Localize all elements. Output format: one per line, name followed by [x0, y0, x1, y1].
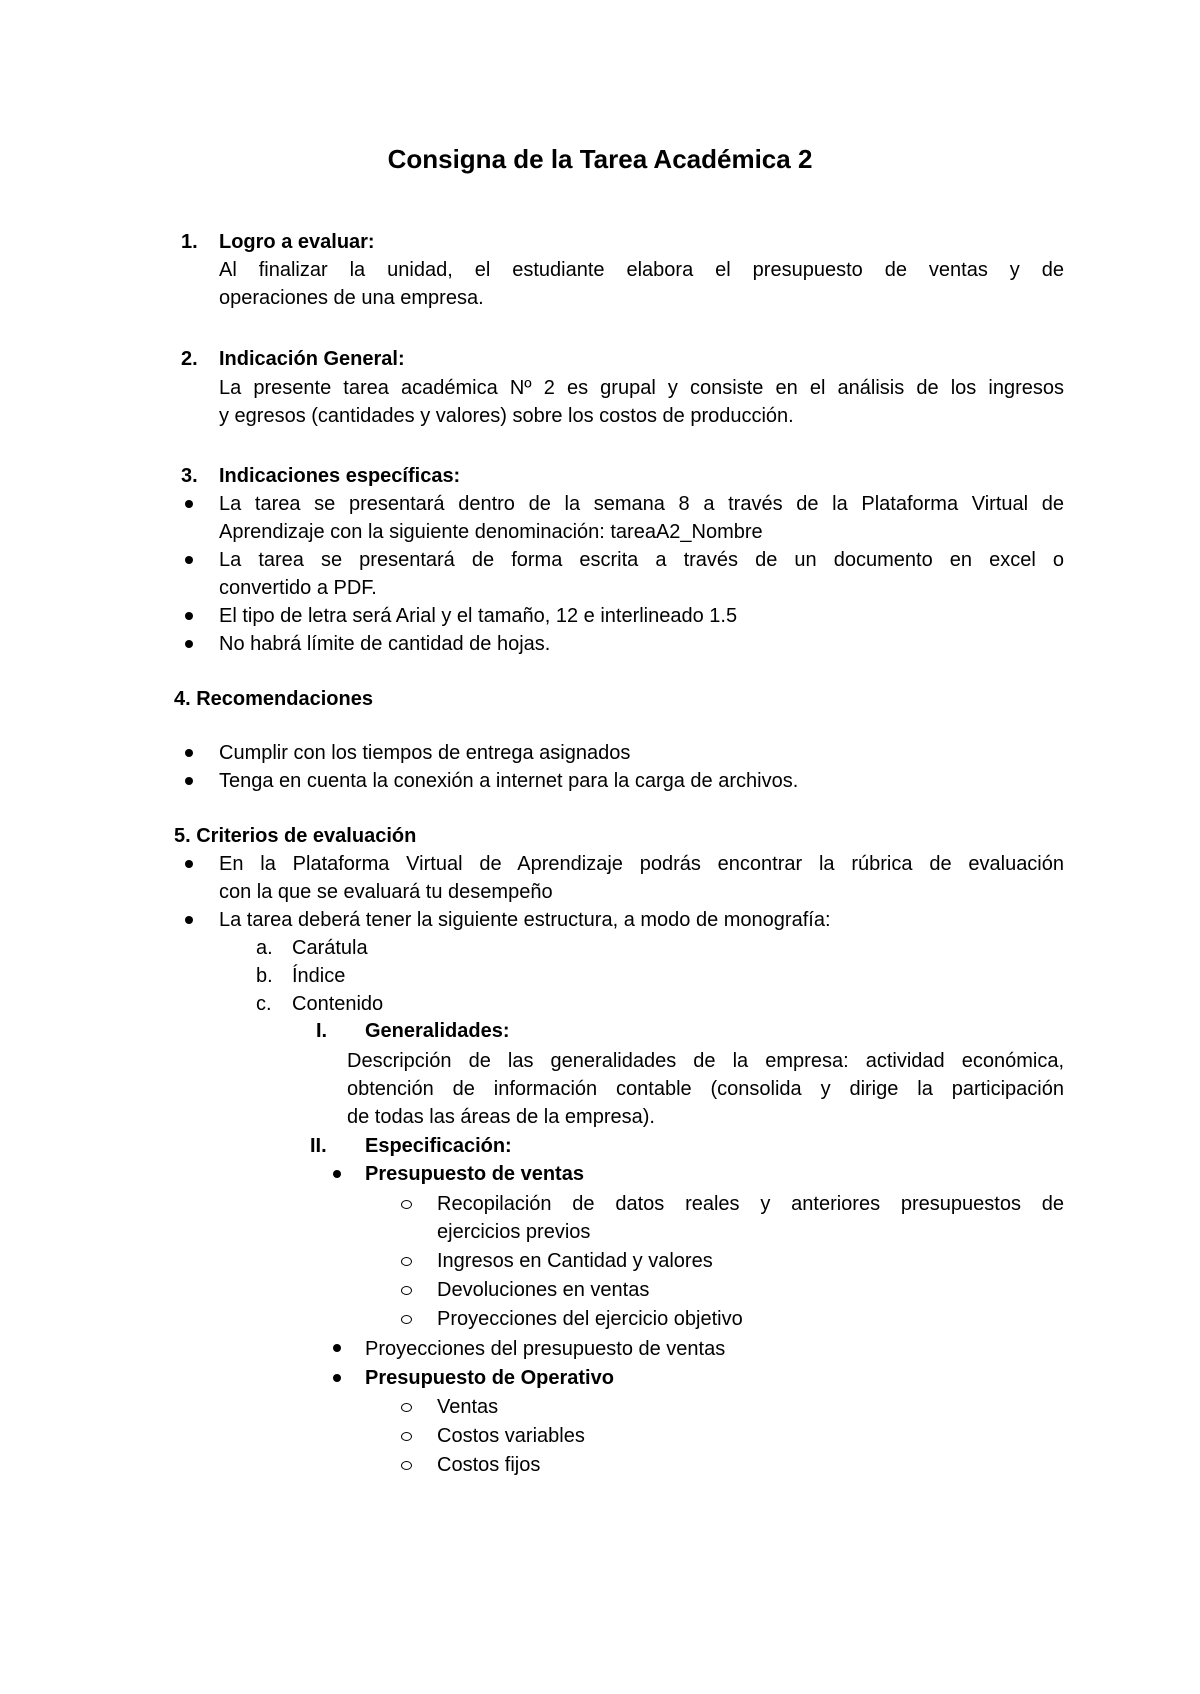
- roman-numeral: I.: [316, 1020, 328, 1042]
- section-5-bullet-line: En la Plataforma Virtual de Aprendizaje podrás encontrar la rúbrica de evaluación: [219, 853, 1064, 875]
- ventas-subitem-line: ejercicios previos: [437, 1221, 591, 1243]
- bullet-dot-icon: [185, 749, 193, 757]
- page-title: Consigna de la Tarea Académica 2: [387, 144, 813, 174]
- generalidades-heading: Generalidades:: [365, 1020, 510, 1042]
- bullet-dot-icon: [185, 556, 193, 564]
- presupuesto-ventas-heading: Presupuesto de ventas: [365, 1163, 584, 1185]
- bullet-dot-icon: [185, 640, 193, 648]
- list-letter: c.: [256, 993, 272, 1015]
- section-3-bullet-line: Aprendizaje con la siguiente denominación: tareaA2_Nombre: [219, 521, 763, 543]
- section-1-heading: Logro a evaluar:: [219, 231, 375, 253]
- section-5-bullet-line: La tarea deberá tener la siguiente estructura, a modo de monografía:: [219, 909, 831, 931]
- list-letter: b.: [256, 965, 273, 987]
- section-4-heading: 4. Recomendaciones: [174, 688, 373, 710]
- bullet-dot-icon: [333, 1374, 341, 1382]
- section-2-text-line: La presente tarea académica Nº 2 es grupal y consiste en el análisis de los ingresos: [219, 377, 1064, 399]
- ventas-subitem-line: Proyecciones del ejercicio objetivo: [437, 1308, 743, 1330]
- bullet-dot-icon: [185, 500, 193, 508]
- ventas-subitem-line: Recopilación de datos reales y anteriores presupuestos de: [437, 1193, 1064, 1215]
- bullet-dot-icon: [185, 777, 193, 785]
- section-5-heading: 5. Criterios de evaluación: [174, 825, 417, 847]
- generalidades-text-line: obtención de información contable (consolida y dirige la participación: [347, 1078, 1064, 1100]
- list-item: Contenido: [292, 993, 384, 1015]
- section-2-number: 2.: [181, 348, 198, 370]
- bullet-circle-icon: [401, 1403, 412, 1412]
- ventas-subitem-line: Ingresos en Cantidad y valores: [437, 1250, 713, 1272]
- bullet-circle-icon: [401, 1257, 412, 1266]
- roman-numeral: II.: [310, 1135, 327, 1157]
- ventas-subitem-line: Devoluciones en ventas: [437, 1279, 650, 1301]
- especificacion-heading: Especificación:: [365, 1135, 512, 1157]
- proyecciones-item: Proyecciones del presupuesto de ventas: [365, 1338, 726, 1360]
- section-5-bullet-line: con la que se evaluará tu desempeño: [219, 881, 553, 903]
- operativo-subitem: Ventas: [437, 1396, 499, 1418]
- section-3-number: 3.: [181, 465, 198, 487]
- bullet-dot-icon: [185, 916, 193, 924]
- section-2-heading: Indicación General:: [219, 348, 405, 370]
- section-3-heading: Indicaciones específicas:: [219, 465, 461, 487]
- bullet-circle-icon: [401, 1461, 412, 1470]
- bullet-circle-icon: [401, 1200, 412, 1209]
- section-4-bullet: Tenga en cuenta la conexión a internet para la carga de archivos.: [219, 770, 799, 792]
- section-1-text-line: Al finalizar la unidad, el estudiante elabora el presupuesto de ventas y de: [219, 259, 1064, 281]
- bullet-circle-icon: [401, 1432, 412, 1441]
- operativo-subitem: Costos fijos: [437, 1454, 541, 1476]
- bullet-dot-icon: [333, 1170, 341, 1178]
- bullet-dot-icon: [185, 860, 193, 868]
- list-letter: a.: [256, 937, 273, 959]
- section-1-number: 1.: [181, 231, 198, 253]
- bullet-dot-icon: [333, 1344, 341, 1352]
- generalidades-text-line: de todas las áreas de la empresa).: [347, 1106, 655, 1128]
- bullet-circle-icon: [401, 1315, 412, 1324]
- section-3-bullet-line: No habrá límite de cantidad de hojas.: [219, 633, 551, 655]
- presupuesto-operativo-heading: Presupuesto de Operativo: [365, 1367, 614, 1389]
- list-item: Índice: [292, 965, 346, 987]
- section-1-text-line: operaciones de una empresa.: [219, 287, 484, 309]
- section-4-bullet: Cumplir con los tiempos de entrega asignados: [219, 742, 631, 764]
- section-3-bullet-line: La tarea se presentará dentro de la semana 8 a través de la Plataforma Virtual de: [219, 493, 1064, 515]
- list-item: Carátula: [292, 937, 368, 959]
- section-2-text-line: y egresos (cantidades y valores) sobre los costos de producción.: [219, 405, 794, 427]
- operativo-subitem: Costos variables: [437, 1425, 585, 1447]
- bullet-circle-icon: [401, 1286, 412, 1295]
- section-3-bullet-line: La tarea se presentará de forma escrita a través de un documento en excel o: [219, 549, 1064, 571]
- bullet-dot-icon: [185, 612, 193, 620]
- section-3-bullet-line: convertido a PDF.: [219, 577, 377, 599]
- generalidades-text-line: Descripción de las generalidades de la empresa: actividad económica,: [347, 1050, 1064, 1072]
- section-3-bullet-line: El tipo de letra será Arial y el tamaño, 12 e interlineado 1.5: [219, 605, 738, 627]
